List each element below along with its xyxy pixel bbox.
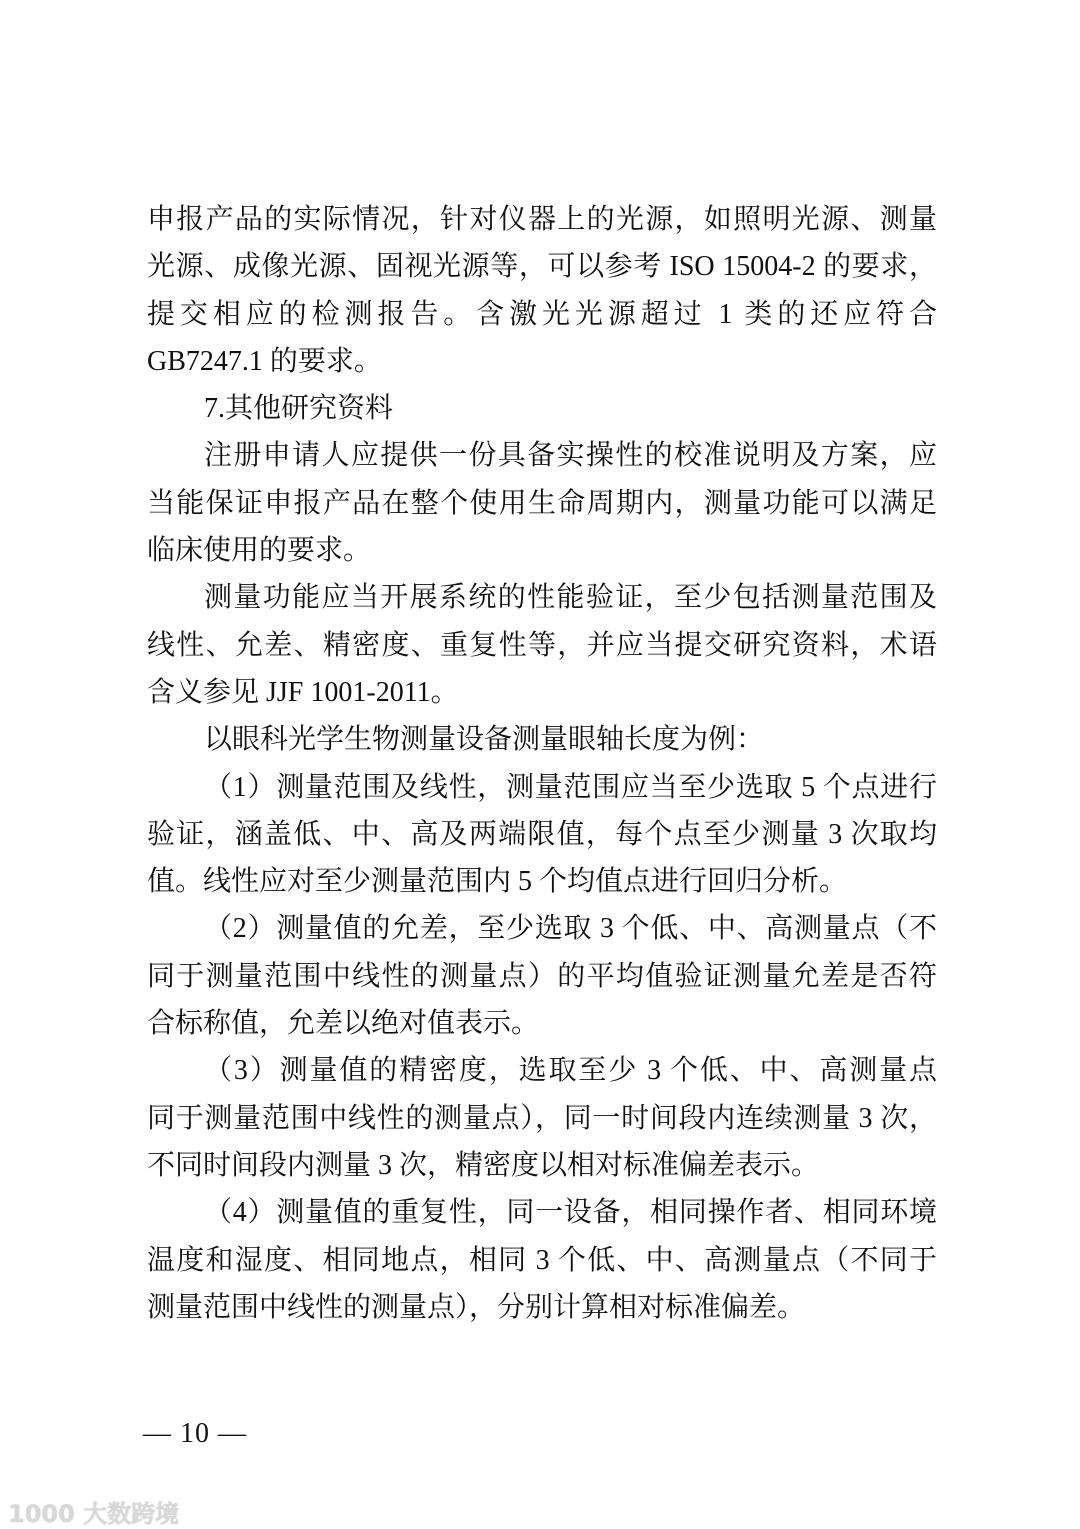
text-line: 含义参见 JJF 1001-2011。 [147,676,459,708]
document-body [147,196,937,1331]
text-line: 不同时间段内测量 3 次，精密度以相对标准偏差表示。 [147,1149,820,1181]
text-line: （3）测量值的精密度，选取至少 3 个低、中、高测量点 [204,1055,937,1087]
text-line: （1）测量范围及线性，测量范围应当至少选取 5 个点进行 [204,771,937,803]
page-number: — 10 — [143,1418,247,1449]
text-line: 测量功能应当开展系统的性能验证，至少包括测量范围及 [204,582,937,614]
text-line: 测量范围中线性的测量点），分别计算相对标准偏差。 [147,1291,806,1323]
text-line: （2）测量值的允差，至少选取 3 个低、中、高测量点（不 [204,913,937,945]
paragraph [147,574,937,716]
text-line: 临床使用的要求。 [147,535,372,567]
text-line: 验证，涵盖低、中、高及两端限值，每个点至少测量 3 次取均 [147,818,937,850]
text-line: 以眼科光学生物测量设备测量眼轴长度为例： [204,724,765,756]
text-line: 合标称值，允差以绝对值表示。 [147,1008,540,1040]
list-item [147,764,937,906]
text-line: 申报产品的实际情况，针对仪器上的光源，如照明光源、测量 [147,204,937,235]
list-item [147,905,937,1047]
text-line: （4）测量值的重复性，同一设备，相同操作者、相同环境 [204,1197,937,1229]
text-line: 值。线性应对至少测量范围内 5 个均值点进行回归分析。 [147,866,848,898]
text-line: 光源、成像光源、固视光源等，可以参考 ISO 15004-2 的要求， [147,251,937,283]
paragraph [147,196,937,385]
text-line: 同于测量范围中线性的测量点）的平均值验证测量允差是否符 [147,960,937,992]
text-line: 温度和湿度、相同地点，相同 3 个低、中、高测量点（不同于 [147,1244,937,1276]
watermark-logo: 1000 大数跨境 [8,1500,180,1528]
paragraph [147,432,937,574]
heading-text: 7.其他研究资料 [204,393,394,425]
list-item [147,1189,937,1331]
text-line: 提交相应的检测报告。含激光光源超过 1 类的还应符合 [147,298,937,330]
text-line: 注册申请人应提供一份具备实操性的校准说明及方案，应 [204,440,937,472]
text-line: GB7247.1 的要求。 [147,345,382,377]
section-heading [147,385,937,432]
text-line: 线性、允差、精密度、重复性等，并应当提交研究资料，术语 [147,629,937,661]
paragraph [147,716,937,763]
list-item [147,1047,937,1189]
text-line: 当能保证申报产品在整个使用生命周期内，测量功能可以满足 [147,487,937,519]
text-line: 同于测量范围中线性的测量点），同一时间段内连续测量 3 次， [147,1102,937,1134]
